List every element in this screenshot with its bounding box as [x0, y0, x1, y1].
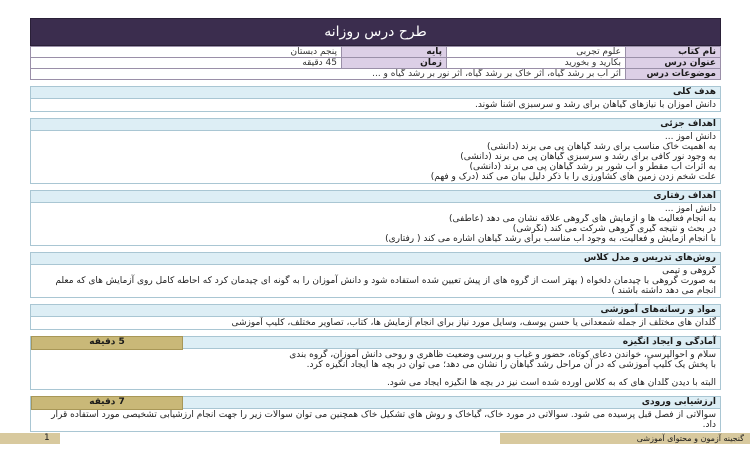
- section-line: به اهمیت خاک مناسب برای رشد گیاهان پی می برند (دانشی): [486, 142, 716, 152]
- section-heading: اهداف رفتاری: [30, 190, 721, 203]
- section-line: دانش آموزان با نیازهای گیاهان برای رشد و سرسبزی آشنا شوند.: [475, 100, 716, 110]
- section-heading: هدف کلی: [30, 86, 721, 99]
- materials-section: [30, 304, 721, 330]
- section-heading: [30, 396, 721, 409]
- grade-value: پنجم دبستان: [31, 47, 342, 58]
- section-body: [30, 409, 721, 432]
- lesson-title-value: بکارید و بخورید: [447, 58, 626, 69]
- publisher-name: گنجینه آزمون و محتوای آموزشی: [500, 433, 750, 444]
- section-body: [30, 349, 721, 390]
- section-line: البته با دیدن گلدان های که به کلاس آورده شده است نیز در بچه ها انگیزه ایجاد می شود.: [386, 378, 716, 388]
- section-line: گروهی و تیمی: [662, 266, 716, 276]
- time-value: 45 دقیقه: [31, 58, 342, 69]
- section-line: به وجود نور کافی برای رشد و سرسبزی گیاهان پی می برند (دانشی): [460, 152, 716, 162]
- section-line: علت شخم زدن زمین های کشاورزی را با ذکر دلیل بیان می کند (درک و فهم): [430, 172, 716, 182]
- blank-line: [35, 370, 716, 378]
- section-body: [30, 317, 721, 330]
- section-line: به انجام فعالیت ها و آزمایش های گروهی علاقه نشان می دهد (عاطفی): [449, 214, 716, 224]
- methods-section: [30, 252, 721, 298]
- section-title: ارزشیابی ورودی: [641, 397, 716, 407]
- info-row: [31, 47, 721, 58]
- section-body: [30, 203, 721, 246]
- section-line: به اثرات آب مقطر و آب شور بر رشد گیاهان پی می برند (دانشی): [469, 162, 716, 172]
- general-goal-section: [30, 86, 721, 112]
- grade-label: پایه: [342, 47, 447, 58]
- book-name-label: نام کتاب: [626, 47, 721, 58]
- section-line: در بحث و نتیجه گیری گروهی شرکت می کند (نگرشی): [512, 224, 716, 234]
- entry-eval-section: [30, 396, 721, 432]
- lesson-plan-page: [30, 18, 721, 432]
- info-row: [31, 58, 721, 69]
- topics-value: اثر آب بر رشد گیاه، اثر خاک بر رشد گیاه، اثر نور بر رشد گیاه و ...: [31, 69, 626, 80]
- section-line: به صورت گروهی با چیدمان دلخواه ( بهتر است از گروه های از پیش تعیین شده استفاده شود و دانش آموزان را به گونه ای چیدمان کرد که احاطه کامل روی آزمایش های که معلم انجام می دهد داشته باشند ): [55, 276, 716, 296]
- section-line: سلام و احوالپرسی، خواندن دعای کوتاه، حضور و غیاب و بررسی وضعیت ظاهری و روحی دانش آموزان، گروه بندی: [289, 350, 716, 360]
- book-name-value: علوم تجربی: [447, 47, 626, 58]
- info-table: [30, 46, 721, 80]
- section-title: آمادگی و ایجاد انگیزه: [622, 337, 716, 347]
- section-body: [30, 99, 721, 112]
- topics-label: موضوعات درس: [626, 69, 721, 80]
- section-body: [30, 131, 721, 184]
- section-line: گلدان های مختلف از جمله شمعدانی یا حسن یوسف، وسایل مورد نیاز برای انجام آزمایش ها، کتاب، تصاویر مختلف، کلیپ آموزشی: [231, 318, 716, 328]
- section-heading: اهداف جزئی: [30, 118, 721, 131]
- lesson-title-label: عنوان درس: [626, 58, 721, 69]
- section-heading: روش‌های تدریس و مدل کلاس: [30, 252, 721, 265]
- section-line: سوالاتی از فصل قبل پرسیده می شود. سوالاتی در مورد خاک، گیاخاک و روش های تشکیل خاک همچنین می توان سوالات زیر را جهت انجام ارزشیابی تشخیصی مورد استفاده قرار داد.: [51, 410, 716, 430]
- info-row: [31, 69, 721, 80]
- duration-badge: 5 دقیقه: [31, 336, 183, 350]
- time-label: زمان: [342, 58, 447, 69]
- behavioral-goals-section: [30, 190, 721, 246]
- section-line: با انجام آزمایش و فعالیت، به وجود آب مناسب برای رشد گیاهان اشاره می کند ( رفتاری): [385, 234, 716, 244]
- section-line: دانش آموز ...: [664, 204, 716, 214]
- page-number: 1: [0, 433, 60, 444]
- section-heading: مواد و رسانه‌های آموزشی: [30, 304, 721, 317]
- preparation-section: [30, 336, 721, 390]
- section-line: با پخش یک کلیپ آموزشی که در آن مراحل رشد گیاهان را نشان می دهد؛ می توان در بچه ها ایجاد انگیزه کرد.: [306, 360, 716, 370]
- page-title: طرح درس روزانه: [30, 18, 721, 46]
- partial-goals-section: [30, 118, 721, 184]
- section-heading: [30, 336, 721, 349]
- page-footer: [0, 433, 750, 444]
- section-body: [30, 265, 721, 298]
- duration-badge: 7 دقیقه: [31, 396, 183, 410]
- section-line: دانش آموز ...: [664, 132, 716, 142]
